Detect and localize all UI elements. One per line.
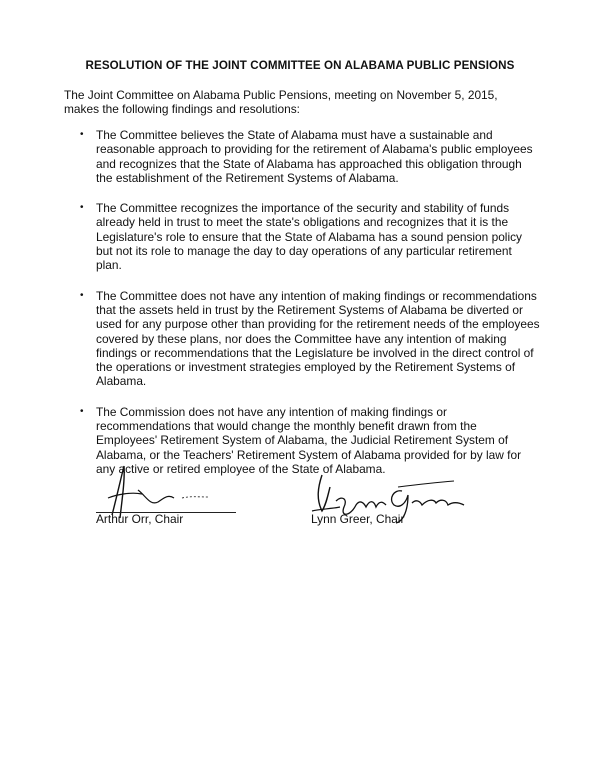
resolution-item	[80, 201, 540, 272]
resolution-text: The Committee believes the State of Alabama must have a sustainable and reasonable approach to providing for the retirement of Alabama's public employees and recognizes that the State of Alabama has approached this obligation through the establishment of the Retirement Systems of Alabama.	[96, 128, 533, 185]
signatory-name: Arthur Orr, Chair	[96, 512, 184, 526]
bullet-marker: •	[80, 289, 84, 301]
resolution-item	[80, 128, 540, 185]
signature-arthur-orr	[98, 460, 238, 520]
bullet-marker: •	[80, 129, 84, 140]
bullet-marker: •	[80, 405, 84, 417]
bullet-marker: •	[80, 202, 84, 214]
resolution-text: The Commission does not have any intention of making findings or recommendations that would change the monthly benefit drawn from the Employees' Retirement System of Alabama, the Judicial Retirement System of Alabama, or the Teachers' Retirement System of Alabama provided for by law for any active or retired employee of the State of Alabama.	[96, 404, 522, 476]
resolution-text: The Committee recognizes the importance of the security and stability of funds already held in trust to meet the state's obligations and recognizes that it is the Legislature's role to ensure that the State of Alabama has a sound pension policy but not its role to manage the day to day operations of any particular retirement plan.	[96, 201, 522, 273]
resolution-item	[80, 289, 540, 389]
document-title: RESOLUTION OF THE JOINT COMMITTEE ON ALABAMA PUBLIC PENSIONS	[85, 59, 515, 72]
intro-paragraph: The Joint Committee on Alabama Public Pensions, meeting on November 5, 2015, makes the following findings and resolutions:	[64, 88, 498, 117]
resolutions-list	[80, 128, 540, 476]
signatory-name: Lynn Greer, Chair	[311, 512, 405, 526]
resolution-text: The Committee does not have any intention of making findings or recommendations that the assets held in trust by the Retirement Systems of Alabama be diverted or used for any purpose other than providing for the retirement needs of the employees covered by these plans, nor does the Committee have any intention of making findings or recommendations that the Legislature be involved in the direct control of the operations or investment strategies employed by the Retirement Systems of Alabama.	[96, 288, 540, 389]
signature-block	[0, 460, 600, 540]
